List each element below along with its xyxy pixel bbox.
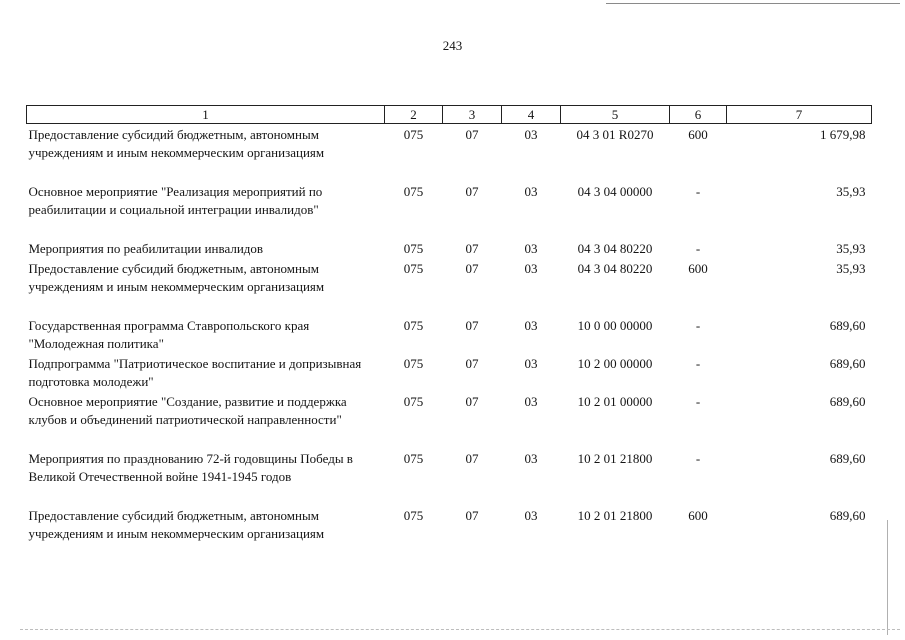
row-section-code: 07 — [465, 317, 479, 333]
header-col-1: 1 — [27, 106, 385, 124]
table-row — [27, 181, 872, 238]
row-ministry-code: 075 — [403, 393, 424, 409]
row-name: Государственная программа Ставропольского края "Молодежная политика" — [28, 317, 310, 351]
row-subsection-code: 03 — [524, 127, 538, 142]
top-rule — [606, 3, 900, 4]
row-subsection-code: 03 — [524, 240, 538, 256]
header-col-5: 5 — [561, 106, 670, 124]
row-subsection-code: 03 — [524, 260, 538, 276]
scan-edge-line — [887, 520, 888, 635]
row-expense-type: 600 — [688, 127, 708, 142]
row-target-code: 04 3 04 80220 — [577, 260, 653, 276]
row-section-code: 07 — [465, 260, 479, 276]
header-row — [27, 106, 872, 124]
row-expense-type: - — [695, 393, 701, 409]
row-amount: 35,93 — [836, 260, 866, 276]
row-section-code: 07 — [465, 355, 479, 371]
row-amount: 1 679,98 — [820, 127, 866, 142]
row-target-code: 10 2 01 00000 — [577, 393, 653, 409]
table-row — [27, 238, 872, 258]
row-target-code: 10 0 00 00000 — [577, 317, 653, 333]
row-subsection-code: 03 — [524, 183, 538, 199]
row-subsection-code: 03 — [524, 355, 538, 371]
row-amount: 689,60 — [829, 393, 866, 409]
row-target-code: 10 2 00 00000 — [577, 355, 653, 371]
table-row — [27, 124, 872, 181]
row-name: Подпрограмма "Патриотическое воспитание и допризывная подготовка молодежи" — [28, 355, 362, 389]
row-amount: 35,93 — [836, 183, 866, 199]
row-ministry-code: 075 — [403, 240, 424, 256]
header-col-6: 6 — [670, 106, 727, 124]
row-expense-type: - — [695, 240, 701, 256]
table-row — [27, 391, 872, 448]
row-target-code: 10 2 01 21800 — [577, 450, 653, 466]
row-name: Основное мероприятие "Реализация мероприятий по реабилитации и социальной интеграции инвалидов" — [28, 183, 323, 217]
row-section-code: 07 — [465, 450, 479, 466]
row-expense-type: - — [695, 183, 701, 199]
row-amount: 689,60 — [829, 450, 866, 466]
row-target-code: 04 3 01 R0270 — [576, 127, 654, 142]
row-expense-type: 600 — [688, 260, 708, 276]
table-row — [27, 353, 872, 391]
table-row — [27, 448, 872, 505]
page-number: 243 — [442, 38, 463, 53]
row-ministry-code: 075 — [403, 507, 424, 523]
row-name: Предоставление субсидий бюджетным, автономным учреждениям и иным некоммерческим организациям — [28, 260, 325, 294]
bottom-rule — [20, 629, 900, 630]
row-name: Мероприятия по реабилитации инвалидов — [28, 240, 264, 256]
budget-table — [26, 105, 872, 545]
row-name: Мероприятия по празднованию 72-й годовщины Победы в Великой Отечественной войне 1941-1945 годов — [28, 450, 353, 484]
row-section-code: 07 — [465, 393, 479, 409]
row-subsection-code: 03 — [524, 507, 538, 523]
row-section-code: 07 — [465, 183, 479, 199]
row-expense-type: 600 — [688, 507, 708, 523]
row-subsection-code: 03 — [524, 393, 538, 409]
row-ministry-code: 075 — [403, 450, 424, 466]
header-col-4: 4 — [502, 106, 561, 124]
table-row — [27, 258, 872, 315]
row-subsection-code: 03 — [524, 450, 538, 466]
row-name: Предоставление субсидий бюджетным, автономным учреждениям и иным некоммерческим организациям — [28, 127, 325, 160]
table-row — [27, 505, 872, 545]
table-row — [27, 315, 872, 353]
row-expense-type: - — [695, 355, 701, 371]
row-section-code: 07 — [465, 127, 479, 142]
row-target-code: 04 3 04 00000 — [577, 183, 653, 199]
row-name: Основное мероприятие "Создание, развитие и поддержка клубов и объединений патриотической направленности" — [28, 393, 347, 427]
row-amount: 689,60 — [829, 317, 866, 333]
header-col-7: 7 — [727, 106, 872, 124]
row-expense-type: - — [695, 450, 701, 466]
row-expense-type: - — [695, 317, 701, 333]
row-amount: 689,60 — [829, 355, 866, 371]
row-ministry-code: 075 — [403, 355, 424, 371]
header-col-2: 2 — [385, 106, 443, 124]
row-section-code: 07 — [465, 240, 479, 256]
row-amount: 689,60 — [829, 507, 866, 523]
row-amount: 35,93 — [836, 240, 866, 256]
row-target-code: 04 3 04 80220 — [577, 240, 653, 256]
row-name: Предоставление субсидий бюджетным, автономным учреждениям и иным некоммерческим организациям — [28, 507, 325, 541]
header-col-3: 3 — [443, 106, 502, 124]
row-ministry-code: 075 — [403, 260, 424, 276]
row-ministry-code: 075 — [403, 317, 424, 333]
row-subsection-code: 03 — [524, 317, 538, 333]
row-ministry-code: 075 — [403, 127, 424, 142]
row-target-code: 10 2 01 21800 — [577, 507, 653, 523]
row-ministry-code: 075 — [403, 183, 424, 199]
row-section-code: 07 — [465, 507, 479, 523]
